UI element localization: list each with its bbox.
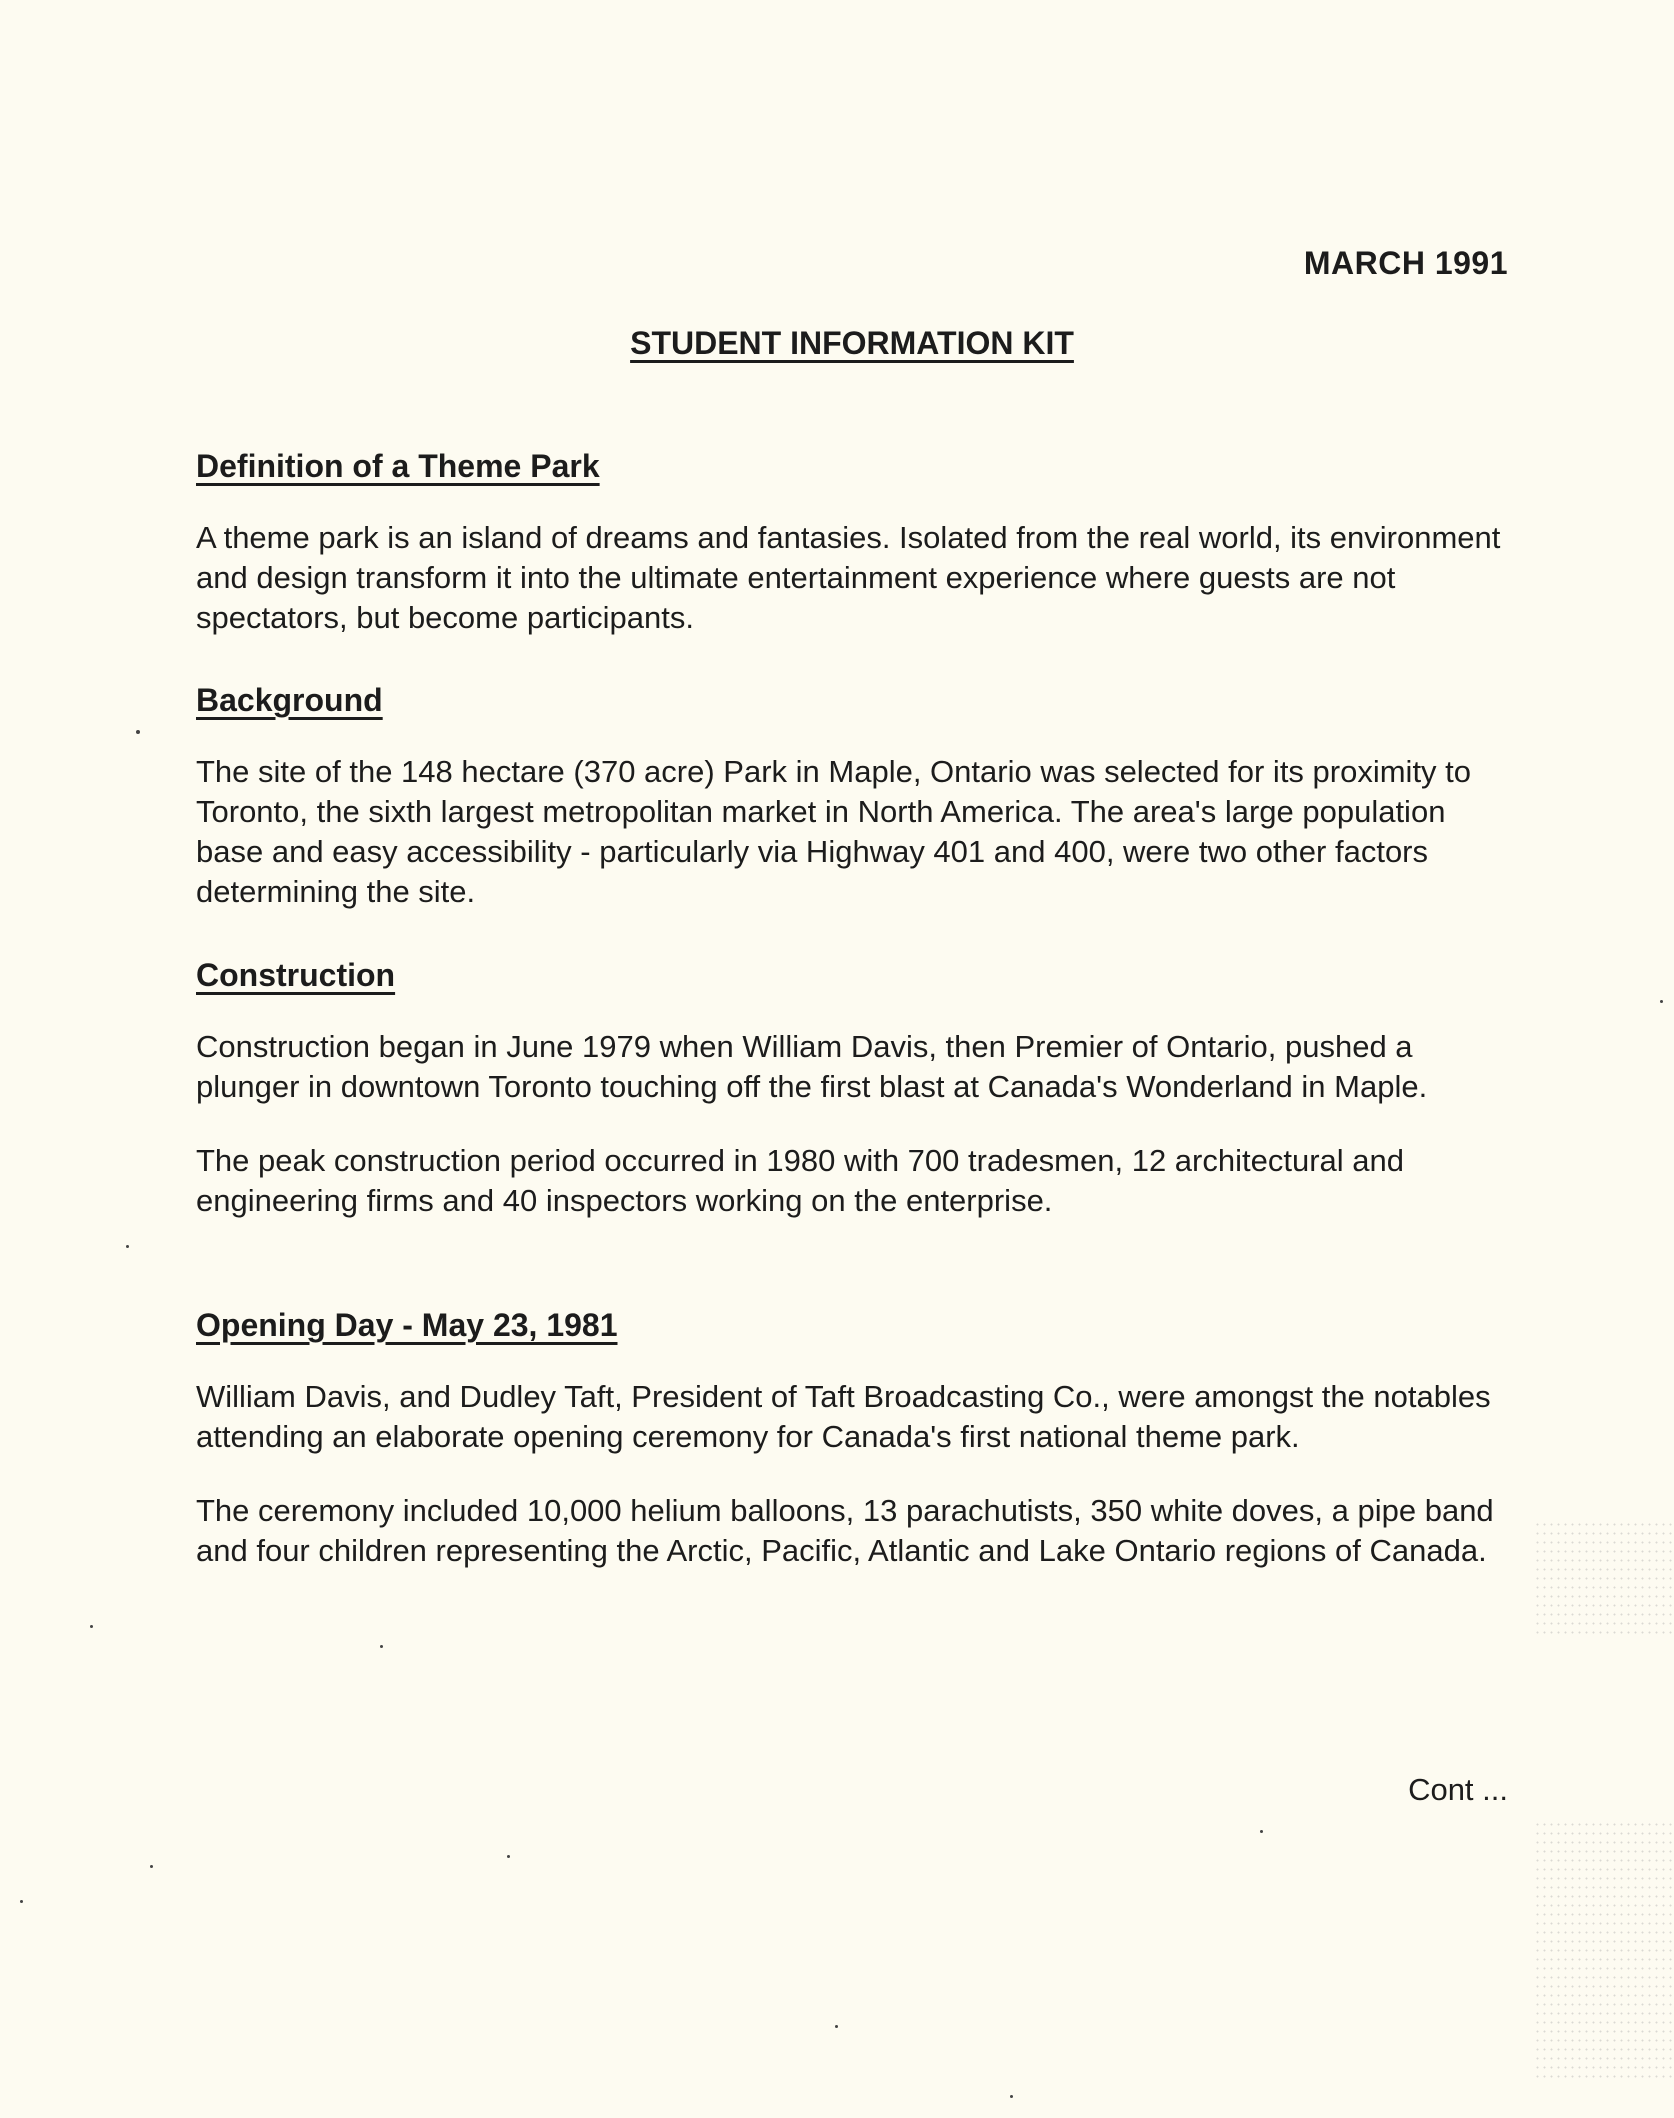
- construction-paragraph-2: The peak construction period occurred in 1980 with 700 tradesmen, 12 architectural and engineering firms and 40 inspectors working on the enterprise.: [196, 1143, 1404, 1218]
- construction-paragraph-1: Construction began in June 1979 when William Davis, then Premier of Ontario, pushed a plunger in downtown Toronto touching off the first blast at Canada's Wonderland in Maple.: [196, 1029, 1428, 1104]
- scan-speck: [1660, 1000, 1663, 1003]
- scan-noise-upper: [1534, 1520, 1674, 1640]
- scan-speck: [1010, 2095, 1013, 2098]
- section-opening-day: [196, 1305, 1508, 1571]
- scan-speck: [507, 1855, 510, 1858]
- scan-noise-lower: [1534, 1820, 1674, 2080]
- scan-speck: [136, 730, 140, 734]
- section-heading-background: Background: [196, 682, 383, 718]
- section-background: [196, 680, 1508, 912]
- section-construction: [196, 955, 1508, 1221]
- scan-speck: [1260, 1830, 1263, 1833]
- section-definition: [196, 446, 1508, 638]
- document-title: STUDENT INFORMATION KIT: [630, 325, 1074, 361]
- scan-speck: [150, 1865, 153, 1868]
- opening-day-paragraph-1: William Davis, and Dudley Taft, President of Taft Broadcasting Co., were amongst the notables attending an elaborate opening ceremony for Canada's first national theme park.: [196, 1379, 1491, 1454]
- section-heading-construction: Construction: [196, 957, 396, 993]
- continued-marker: Cont ...: [1408, 1772, 1508, 1807]
- section-heading-opening-day: Opening Day - May 23, 1981: [196, 1307, 618, 1343]
- scan-speck: [126, 1245, 129, 1248]
- scan-speck: [380, 1645, 383, 1648]
- scan-speck: [20, 1900, 23, 1903]
- definition-paragraph: A theme park is an island of dreams and fantasies. Isolated from the real world, its environment and design transform it into the ultimate entertainment experience where guests are not spectators, but become participants.: [196, 520, 1501, 635]
- document-title-container: [0, 325, 1674, 362]
- document-date: MARCH 1991: [1303, 245, 1508, 281]
- background-paragraph: The site of the 148 hectare (370 acre) Park in Maple, Ontario was selected for its proximity to Toronto, the sixth largest metropolitan market in North America. The area's large population base and easy accessibility - particularly via Highway 401 and 400, were two other factors determining the site.: [196, 754, 1472, 909]
- scan-speck: [835, 2025, 838, 2028]
- section-heading-definition: Definition of a Theme Park: [196, 448, 600, 484]
- opening-day-paragraph-2: The ceremony included 10,000 helium balloons, 13 parachutists, 350 white doves, a pipe band and four children representing the Arctic, Pacific, Atlantic and Lake Ontario regions of Canada.: [196, 1493, 1494, 1568]
- scan-speck: [90, 1625, 93, 1628]
